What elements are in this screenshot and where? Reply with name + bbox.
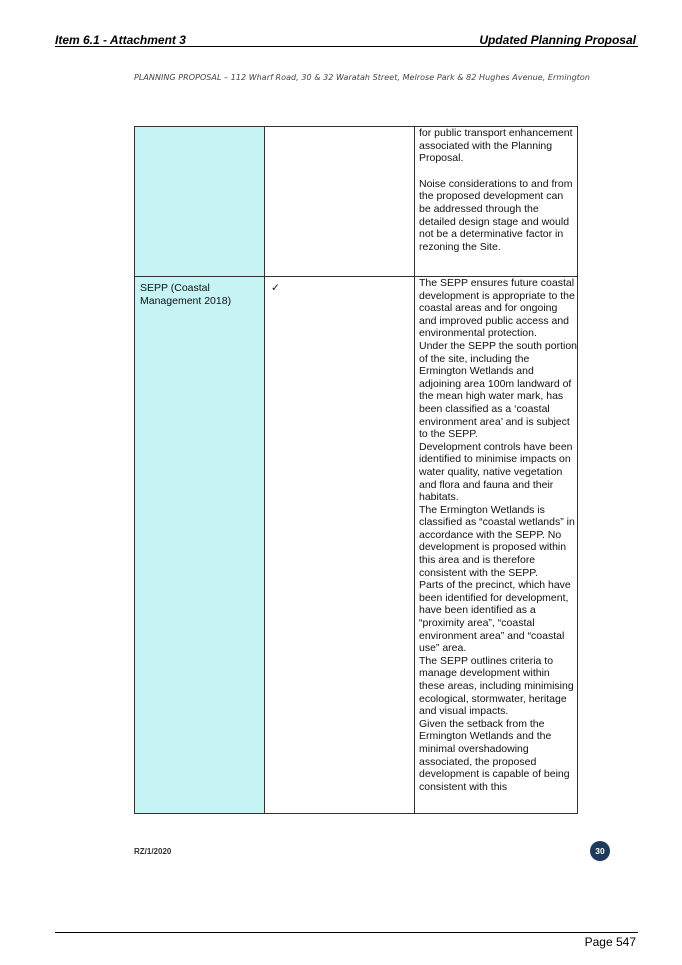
- reference-code: RZ/1/2020: [134, 847, 172, 856]
- header-divider: [55, 46, 638, 47]
- row2-consistent-checkmark: ✓: [271, 282, 280, 294]
- footer-divider: [55, 932, 638, 933]
- planning-proposal-subtitle: PLANNING PROPOSAL – 112 Wharf Road, 30 & 32 Waratah Street, Melrose Park & 82 Hughes Avenue, Ermington: [134, 73, 590, 82]
- row2-comment-para6: The SEPP outlines criteria to manage development within these areas, including minimising ecological, stormwater, heritage and visual impacts.: [419, 654, 574, 718]
- row1-comment-cell: [419, 127, 577, 253]
- document-page-badge: 30: [590, 841, 610, 861]
- row2-comment-cell: [419, 277, 577, 793]
- table-column-check: [265, 127, 415, 813]
- row2-comment-para5: Parts of the precinct, which have been identified for development, have been identified as a “proximity area”, “coastal environment area” and “coastal use” area.: [419, 579, 571, 655]
- row1-comment-para1: for public transport enhancement associated with the Planning Proposal.: [419, 127, 573, 165]
- row2-comment-para1: The SEPP ensures future coastal development is appropriate to the coastal areas and for ongoing and improved public access and environmental protection.: [419, 277, 575, 340]
- row2-comment-para7: Given the setback from the Ermington Wetlands and the minimal overshadowing associated, the proposed development is capable of being consistent with this: [419, 717, 570, 793]
- row2-comment-para2: Under the SEPP the south portion of the site, including the Ermington Wetlands and adjoining area 100m landward of the mean high water mark, has been classified as a ‘coastal environment area’ and is subject to the SEPP.: [419, 339, 577, 441]
- row2-instrument-cell: SEPP (Coastal Management 2018): [140, 282, 232, 307]
- row2-comment-para3: Development controls have been identified to minimise impacts on water quality, native vegetation and flora and fauna and their habitats.: [419, 440, 573, 504]
- page-number: Page 547: [584, 935, 636, 949]
- row1-comment-para2: Noise considerations to and from the proposed development can be addressed through the detailed design stage and would not be a determinative factor in rezoning the Site.: [419, 177, 573, 253]
- header-item-label: Item 6.1 - Attachment 3: [55, 33, 186, 47]
- consistency-table: [134, 126, 578, 814]
- table-column-shaded: [135, 127, 265, 813]
- header-document-title: Updated Planning Proposal: [479, 33, 636, 47]
- row2-comment-para4: The Ermington Wetlands is classified as “coastal wetlands” in accordance with the SEPP. No development is proposed within this area and is therefore consistent with the SEPP.: [419, 503, 575, 579]
